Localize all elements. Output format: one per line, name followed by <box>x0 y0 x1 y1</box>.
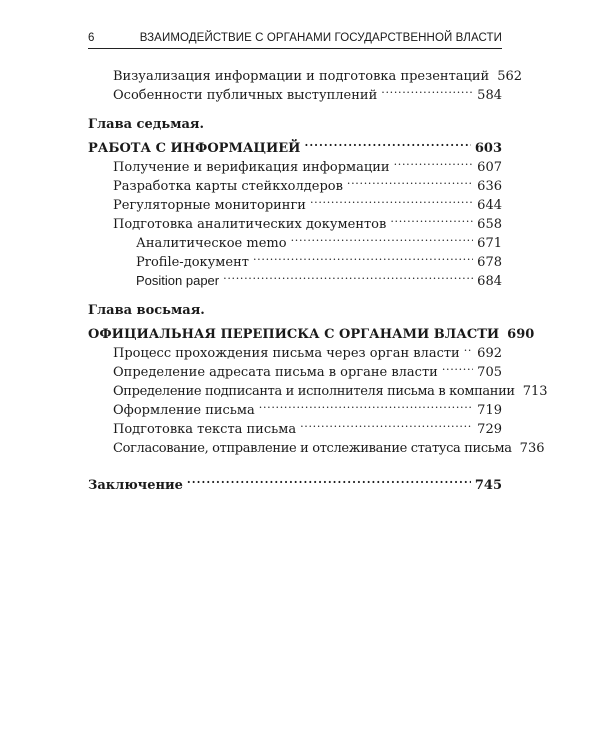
toc-entry-title: Регуляторные мониторинги <box>113 198 306 213</box>
toc-entry-page: 562 <box>497 69 523 84</box>
toc-entry-title: Подготовка аналитических документов <box>113 217 387 232</box>
toc-entry-page: 713 <box>522 384 548 399</box>
toc-subentry-title: Position paper <box>136 273 220 288</box>
toc-entry-page: 729 <box>477 422 502 437</box>
leader-dots <box>390 209 473 228</box>
leader-dots <box>223 266 473 285</box>
leader-dots <box>394 152 474 171</box>
toc-subentry-page: 671 <box>477 236 502 251</box>
leader-dots <box>300 414 473 433</box>
toc-entry-title: Визуализация информации и подготовка презентаций <box>113 69 490 84</box>
toc-entry-page: 692 <box>477 346 502 361</box>
leader-dots <box>442 357 473 376</box>
leader-dots <box>304 133 470 152</box>
toc-entry-page: 644 <box>477 198 502 213</box>
toc-entry-page: 636 <box>477 179 502 194</box>
chapter-label: Глава восьмая. <box>88 303 205 318</box>
leader-dots <box>253 247 473 266</box>
toc-entry-title: Оформление письма <box>113 403 255 418</box>
toc-entry-title: Подготовка текста письма <box>113 422 297 437</box>
toc-subentry-title: Profile-документ <box>136 255 249 270</box>
leader-dots <box>310 190 473 209</box>
conclusion-page: 745 <box>474 478 502 493</box>
toc-subentry-page: 684 <box>477 274 502 289</box>
toc-entry-title: Определение адресата письма в органе власти <box>113 365 438 380</box>
toc-entry-page: 736 <box>519 441 545 456</box>
toc-entry-title: Получение и верификация информации <box>113 160 390 175</box>
toc-entry-title: Согласование, отправление и отслеживание статуса письма <box>113 441 512 456</box>
toc-entry-page: 719 <box>477 403 502 418</box>
toc-entry-page: 658 <box>477 217 502 232</box>
toc-entry-page: 607 <box>477 160 502 175</box>
running-title: ВЗАИМОДЕЙСТВИЕ С ОРГАНАМИ ГОСУДАРСТВЕННОЙ ВЛАСТИ <box>139 32 502 44</box>
leader-dots <box>381 80 473 99</box>
chapter-page: 603 <box>474 141 502 156</box>
toc-entry-page: 705 <box>477 365 502 380</box>
toc-entry-title: Определение подписанта и исполнителя письма в компании <box>113 384 515 399</box>
conclusion-entry[interactable] <box>88 470 502 493</box>
chapter-title: ОФИЦИАЛЬНАЯ ПЕРЕПИСКА С ОРГАНАМИ ВЛАСТИ <box>88 327 500 342</box>
leader-dots <box>259 395 473 414</box>
chapter-page: 690 <box>507 327 535 342</box>
toc-subentry-title: Аналитическое memo <box>136 236 287 251</box>
chapter-heading[interactable] <box>88 319 535 342</box>
conclusion-section <box>88 470 502 493</box>
toc-entry[interactable] <box>88 61 523 84</box>
toc-entry-title: Процесс прохождения письма через орган власти <box>113 346 460 361</box>
chapter-title: РАБОТА С ИНФОРМАЦИЕЙ <box>88 141 301 156</box>
page-number: 6 <box>88 32 95 44</box>
chapter-heading[interactable] <box>88 133 502 156</box>
toc-entry-title: Разработка карты стейкхолдеров <box>113 179 343 194</box>
toc-entry-title: Особенности публичных выступлений <box>113 88 378 103</box>
toc-entry-page: 584 <box>477 88 502 103</box>
running-header <box>88 30 502 49</box>
chapter-8 <box>88 303 548 456</box>
book-page <box>88 30 548 493</box>
toc-subentry-page: 678 <box>477 255 502 270</box>
table-of-contents <box>88 61 548 493</box>
chapter-label: Глава седьмая. <box>88 117 205 132</box>
leader-dots <box>347 171 473 190</box>
leader-dots <box>464 338 473 357</box>
chapter-7 <box>88 117 502 289</box>
leader-dots <box>291 228 474 247</box>
leader-dots <box>187 470 471 489</box>
conclusion-title: Заключение <box>88 478 183 493</box>
